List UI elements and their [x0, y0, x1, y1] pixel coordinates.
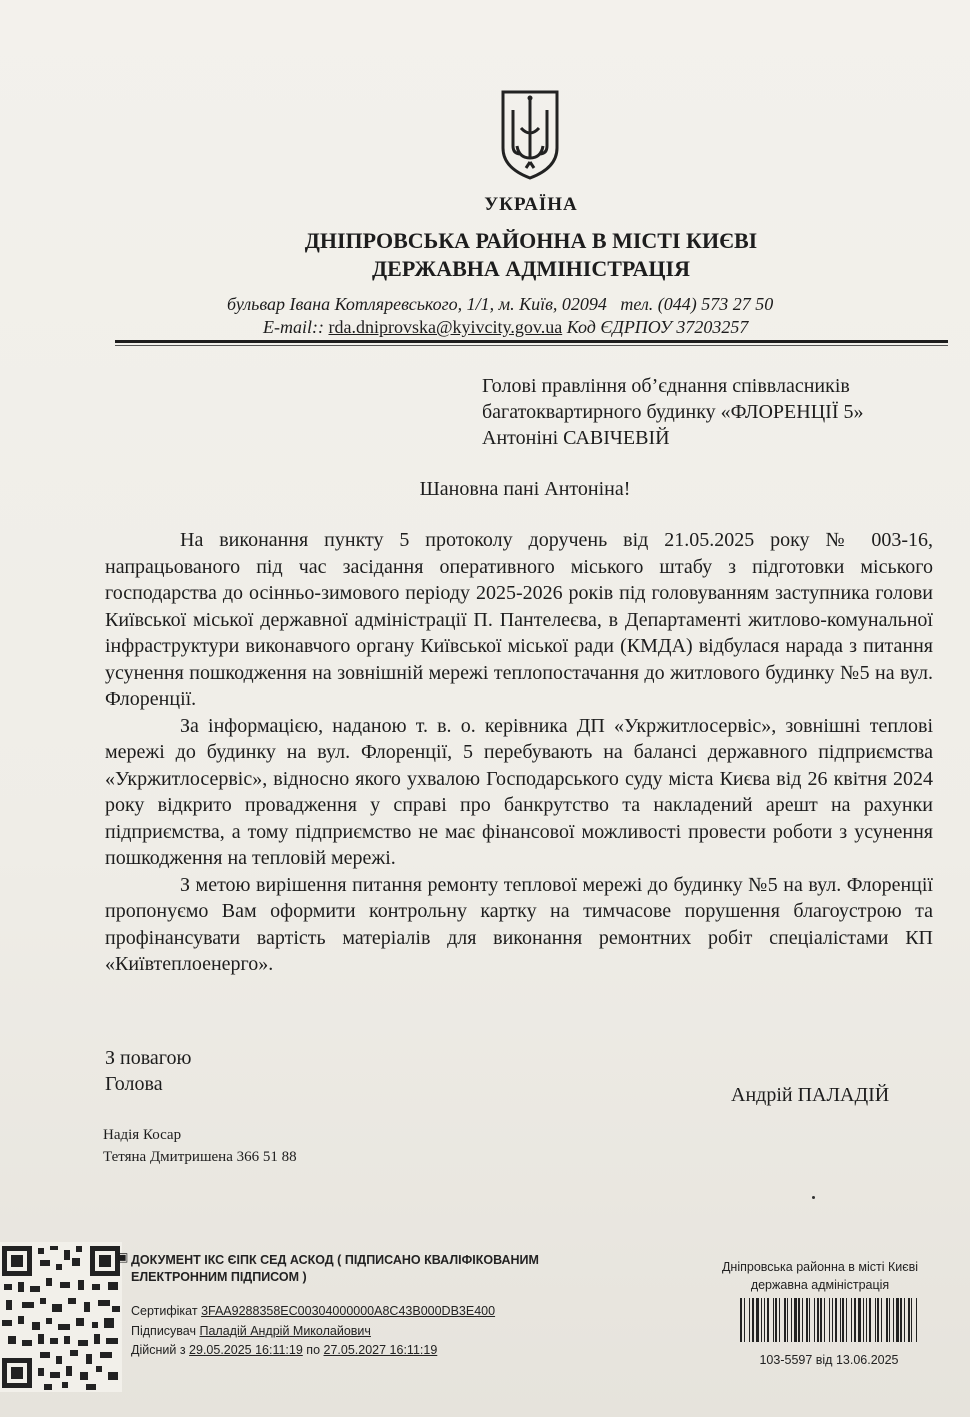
- signer-position: Голова: [105, 1073, 163, 1095]
- address-line: [227, 294, 773, 315]
- greeting: Шановна пані Антоніна!: [419, 478, 631, 500]
- recipient-line: Голові правління об’єднання співвласників: [482, 375, 850, 397]
- qr-code-icon: [0, 1242, 122, 1392]
- executor: Надія Косар: [103, 1127, 182, 1143]
- registration-org-line1: Дніпровська районна в місті Києві: [721, 1260, 919, 1274]
- edrpou-code: Код ЄДРПОУ 37203257: [566, 317, 749, 337]
- valid-from: 29.05.2025 16:11:19: [189, 1343, 303, 1357]
- body-paragraph: За інформацією, наданою т. в. о. керівника ДП «Укржитлосервіс», зовнішні теплові мережі до будинку на вул. Флоренції, 5 перебувають на балансі державного підприємства «Укржитлосервіс», відносно якого ухвалою Господарського суду міста Києва від 26 квітня 2024 року відкрито провадження у справі про банкрутство та накладений арешт на рахунки підприємства, а тому підприємство не має фінансової можливості провести роботи з усунення пошкодження на тепловій мережі.: [105, 714, 933, 869]
- registration-number: 103-5597 від 13.06.2025: [759, 1353, 899, 1367]
- header-divider-thin: [115, 345, 948, 346]
- stamp-doc-label: ДОКУМЕНТ ІКС ЄІПК СЕД АСКОД (: [131, 1253, 342, 1267]
- stamp-header: [131, 1253, 539, 1267]
- certificate-line: [131, 1304, 495, 1318]
- address: бульвар Івана Котляревського, 1/1, м. Київ, 02094: [227, 294, 607, 314]
- signer-label: Підписувач: [131, 1324, 196, 1338]
- certificate-label: Сертифікат: [131, 1304, 198, 1318]
- signer-value: Паладій Андрій Миколайович: [199, 1324, 371, 1338]
- contact-line: [263, 317, 748, 338]
- stamp-document-icon: ▣: [117, 1250, 129, 1264]
- electronic-signature-stamp: [0, 1232, 970, 1417]
- phone: тел. (044) 573 27 50: [620, 294, 774, 314]
- closing: З повагою: [105, 1047, 192, 1069]
- signer-line: [131, 1324, 371, 1338]
- email-link[interactable]: rda.dniprovska@kyivcity.gov.ua: [328, 317, 563, 337]
- speck: [812, 1196, 815, 1199]
- valid-to: 27.05.2027 16:11:19: [323, 1343, 438, 1357]
- stamp-signed-label-2: ЕЛЕКТРОННИМ ПІДПИСОМ: [131, 1270, 300, 1284]
- valid-from-label: Дійсний з: [131, 1343, 186, 1357]
- stamp-header-line2: [131, 1270, 307, 1284]
- organization-name-line2: ДЕРЖАВНА АДМІНІСТРАЦІЯ: [372, 256, 690, 281]
- recipient-line: багатоквартирного будинку «ФЛОРЕНЦІЇ 5»: [482, 401, 864, 423]
- email-label: E-mail::: [263, 317, 324, 337]
- stamp-signed-label: ПІДПИСАНО КВАЛІФІКОВАНИМ: [344, 1253, 539, 1267]
- organization-name-line1: ДНІПРОВСЬКА РАЙОННА В МІСТІ КИЄВІ: [304, 228, 758, 253]
- letter-body: [105, 527, 933, 978]
- executor: Тетяна Дмитришена 366 51 88: [103, 1149, 297, 1165]
- recipient-line: Антоніні САВІЧЕВІЙ: [482, 427, 670, 449]
- validity-line: [131, 1343, 437, 1357]
- certificate-value: 3FAA9288358EC00304000000A8C43B000DB3E400: [201, 1304, 496, 1318]
- body-paragraph: На виконання пункту 5 протоколу доручень від 21.05.2025 року № 003-16, напрацьованого під час засідання оперативного міського штабу з підготовки міського господарства до осінньо-зимового періоду 2025-2026 років під головуванням заступника голови Київської міської державної адміністрації П. Пантелеєва, в Департаменті житлово-комунальної інфраструктури виконавчого органу Київської міської ради (КМДА) відбулася нарада з питання усунення пошкодження на зовнішній мережі теплопостачання до житлового будинку №5 на вул. Флоренції.: [105, 529, 933, 710]
- valid-to-label: по: [306, 1343, 321, 1357]
- registration-org-line2: державна адміністрація: [750, 1278, 890, 1292]
- recipient-block: [482, 373, 863, 451]
- trident-coat-of-arms-icon: [499, 88, 561, 180]
- barcode-icon: [740, 1298, 918, 1342]
- header-divider: [115, 340, 948, 343]
- body-paragraph: З метою вирішення питання ремонту теплової мережі до будинку №5 на вул. Флоренції пропонуємо Вам оформити контрольну картку на тимчасове порушення благоустрою та профінансувати вартість матеріалів для виконання ремонтних робіт спеціалістами КП «Київтеплоенерго».: [105, 873, 933, 975]
- stamp-close-paren: ): [299, 1270, 307, 1284]
- signer-name: Андрій ПАЛАДІЙ: [731, 1084, 890, 1106]
- country-name: УКРАЇНА: [484, 194, 578, 215]
